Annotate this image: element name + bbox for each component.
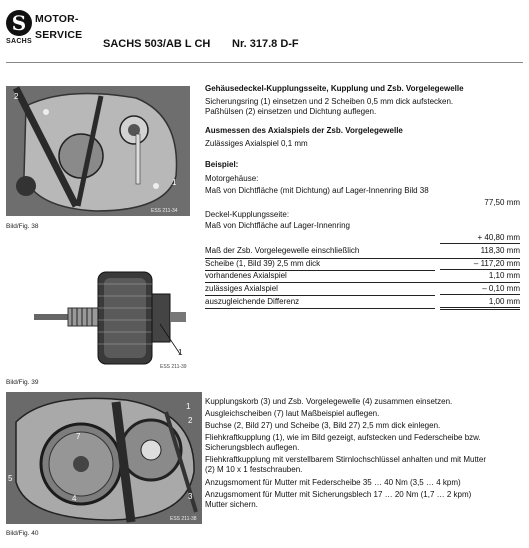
fig40-label-1: 1 bbox=[186, 402, 191, 411]
model-title: SACHS 503/AB L CH bbox=[103, 38, 211, 50]
sachs-logo bbox=[6, 10, 83, 50]
step-line-7: (2) M 10 x 1 festschrauben. bbox=[205, 465, 303, 474]
figure-39-photo bbox=[30, 264, 190, 372]
engine-housing-illustration bbox=[6, 86, 190, 216]
fig40-code: ESS 211-38 bbox=[170, 516, 197, 522]
document-number: Nr. 317.8 D-F bbox=[232, 38, 299, 50]
logo-brand: SACHS bbox=[6, 38, 33, 45]
step-line-3: Buchse (2, Bild 27) und Scheibe (3, Bild 27) 2,5 mm dick einlegen. bbox=[205, 421, 441, 430]
logo-line-motor: MOTOR- bbox=[35, 13, 79, 25]
logo-line-service: SERVICE bbox=[35, 29, 83, 41]
fig40-label-5: 5 bbox=[8, 474, 13, 483]
section1-line-1: Sicherungsring (1) einsetzen und 2 Scheiben 0,5 mm dick aufstecken. bbox=[205, 97, 454, 106]
fig39-label-1: 1 bbox=[178, 348, 183, 357]
header-divider bbox=[6, 62, 523, 63]
clutch-shaft-illustration bbox=[30, 264, 190, 372]
fig38-label-2: 2 bbox=[14, 92, 19, 101]
fig40-label-7: 7 bbox=[76, 432, 81, 441]
figure-39-caption: Bild/Fig. 39 bbox=[6, 379, 39, 386]
row-divider bbox=[205, 308, 435, 309]
washer-row-label: Scheibe (1, Bild 39) 2,5 mm dick bbox=[205, 259, 321, 268]
present-play-value: 1,10 mm bbox=[488, 271, 520, 280]
cover-value: + 40,80 mm bbox=[440, 233, 520, 244]
fig40-label-2: 2 bbox=[188, 416, 193, 425]
step-line-6: Fliehkraftkupplung mit verstellbarem Stirnlochschlüssel anhalten und mit Mutter bbox=[205, 455, 487, 464]
motor-housing-value: 77,50 mm bbox=[484, 198, 520, 207]
example-heading: Beispiel: bbox=[205, 160, 239, 169]
step-line-5: Sicherungsblech auflegen. bbox=[205, 443, 300, 452]
fig39-code: ESS 211-39 bbox=[160, 364, 187, 370]
figure-38-caption: Bild/Fig. 38 bbox=[6, 223, 39, 230]
fig40-label-4: 4 bbox=[72, 494, 77, 503]
step-line-1: Kupplungskorb (3) und Zsb. Vorgelegewelle (4) zusammen einsetzen. bbox=[205, 397, 453, 406]
axial-play-heading: Ausmessen des Axialspiels der Zsb. Vorgelegewelle bbox=[205, 126, 403, 135]
axial-play-allowed: Zulässiges Axialspiel 0,1 mm bbox=[205, 139, 308, 148]
fig38-code: ESS 211-34 bbox=[151, 208, 178, 214]
step-line-8: Anzugsmoment für Mutter mit Federscheibe 35 … 40 Nm (3,5 … 4 kpm) bbox=[205, 478, 461, 487]
step-line-2: Ausgleichscheiben (7) laut Maßbeispiel auflegen. bbox=[205, 409, 380, 418]
step-line-9: Anzugsmoment für Mutter mit Sicherungsblech 17 … 20 Nm (1,7 … 2 kpm) bbox=[205, 490, 472, 499]
present-play-label: vorhandenes Axialspiel bbox=[205, 271, 287, 280]
fig38-label-1: 1 bbox=[172, 178, 177, 187]
cover-desc: Maß von Dichtfläche auf Lager-Innenring bbox=[205, 221, 350, 230]
step-line-10: Mutter sichern. bbox=[205, 500, 258, 509]
figure-38-photo bbox=[6, 86, 190, 216]
allowed-play-label: zulässiges Axialspiel bbox=[205, 284, 278, 293]
motor-housing-desc: Maß von Dichtfläche (mit Dichtung) auf Lager-Innenring Bild 38 bbox=[205, 186, 429, 195]
measure-row-value: 118,30 mm bbox=[480, 246, 520, 255]
measure-row-label: Maß der Zsb. Vorgelegewelle einschließlich bbox=[205, 246, 360, 255]
allowed-play-value: – 0,10 mm bbox=[440, 284, 520, 295]
cover-label: Deckel-Kupplungsseite: bbox=[205, 210, 290, 219]
row-divider bbox=[205, 295, 435, 296]
clutch-assembly-illustration bbox=[6, 392, 202, 524]
figure-40-photo bbox=[6, 392, 202, 524]
fig40-label-3: 3 bbox=[188, 492, 193, 501]
row-divider bbox=[205, 282, 520, 283]
logo-letter: S bbox=[6, 10, 32, 36]
step-line-4: Fliehkraftkupplung (1), wie im Bild gezeigt, aufstecken und Federscheibe bzw. bbox=[205, 433, 481, 442]
motor-housing-label: Motorgehäuse: bbox=[205, 174, 259, 183]
section1-heading: Gehäusedeckel-Kupplungsseite, Kupplung und Zsb. Vorgelegewelle bbox=[205, 84, 464, 93]
figure-40-caption: Bild/Fig. 40 bbox=[6, 530, 39, 537]
difference-value: 1,00 mm bbox=[440, 297, 520, 310]
difference-label: auszugleichende Differenz bbox=[205, 297, 300, 306]
section1-line-2: Paßhülsen (2) einsetzen und Dichtung auflegen. bbox=[205, 107, 377, 116]
washer-row-value: – 117,20 mm bbox=[440, 259, 520, 270]
